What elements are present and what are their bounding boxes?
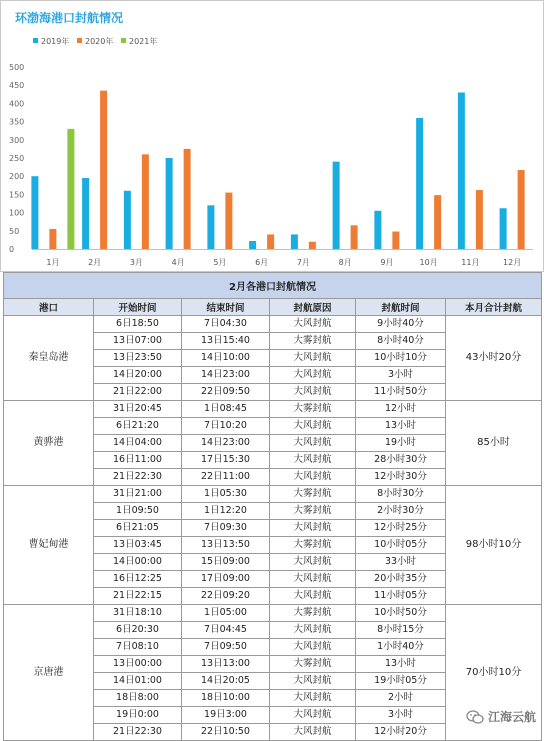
bar-2020年 (142, 154, 149, 249)
closure-duration: 9小时40分 (356, 316, 446, 333)
col-header-end: 结束时间 (182, 299, 270, 316)
legend-label: 2021年 (129, 37, 158, 46)
closure-reason: 大风封航 (270, 724, 356, 741)
start-time: 14日00:00 (94, 554, 182, 571)
wechat-icon (466, 710, 484, 724)
start-time: 6日18:50 (94, 316, 182, 333)
closure-duration: 2小时30分 (356, 503, 446, 520)
end-time: 7日09:50 (182, 639, 270, 656)
closure-duration: 13小时 (356, 418, 446, 435)
end-time: 19日3:00 (182, 707, 270, 724)
closure-reason: 大风封航 (270, 554, 356, 571)
closure-reason: 大风封航 (270, 316, 356, 333)
bar-2020年 (518, 170, 525, 249)
x-tick-label: 11月 (461, 258, 480, 267)
x-tick-label: 7月 (296, 258, 310, 267)
y-tick-label: 500 (9, 63, 25, 72)
x-tick-label: 10月 (419, 258, 438, 267)
closure-duration: 2小时 (356, 690, 446, 707)
start-time: 13日00:00 (94, 656, 182, 673)
bar-2020年 (49, 229, 56, 249)
start-time: 14日04:00 (94, 435, 182, 452)
start-time: 13日03:45 (94, 537, 182, 554)
end-time: 17日15:30 (182, 452, 270, 469)
end-time: 13日13:00 (182, 656, 270, 673)
bar-2019年 (500, 208, 507, 249)
bar-2019年 (333, 162, 340, 249)
end-time: 22日09:20 (182, 588, 270, 605)
closure-duration: 28小时30分 (356, 452, 446, 469)
closure-reason: 大风封航 (270, 571, 356, 588)
closure-reason: 大风封航 (270, 350, 356, 367)
col-header-total: 本月合计封航 (446, 299, 542, 316)
start-time: 1日09:50 (94, 503, 182, 520)
end-time: 7日10:20 (182, 418, 270, 435)
x-tick-label: 8月 (338, 258, 352, 267)
closure-duration: 13小时 (356, 656, 446, 673)
closure-reason: 大风封航 (270, 452, 356, 469)
closure-reason: 大风封航 (270, 367, 356, 384)
closure-duration: 12小时20分 (356, 724, 446, 741)
y-tick-label: 200 (9, 172, 25, 182)
start-time: 31日21:00 (94, 486, 182, 503)
closure-reason: 大雾封航 (270, 537, 356, 554)
closure-duration: 8小时30分 (356, 486, 446, 503)
start-time: 31日18:10 (94, 605, 182, 622)
bar-2019年 (166, 158, 173, 249)
closure-reason: 大雾封航 (270, 401, 356, 418)
monthly-total: 98小时10分 (446, 486, 542, 605)
start-time: 19日0:00 (94, 707, 182, 724)
watermark (466, 708, 536, 725)
end-time: 14日10:00 (182, 350, 270, 367)
port-name: 曹妃甸港 (4, 486, 94, 605)
start-time: 13日07:00 (94, 333, 182, 350)
closure-table-panel (3, 272, 541, 741)
table-row (4, 401, 542, 418)
closure-reason: 大风封航 (270, 639, 356, 656)
legend-swatch (77, 38, 82, 43)
closure-reason: 大风封航 (270, 435, 356, 452)
x-tick-label: 2月 (88, 258, 102, 267)
y-tick-label: 350 (9, 117, 25, 127)
end-time: 1日12:20 (182, 503, 270, 520)
start-time: 21日22:00 (94, 384, 182, 401)
closure-duration: 33小时 (356, 554, 446, 571)
closure-reason: 大雾封航 (270, 656, 356, 673)
col-header-port: 港口 (4, 299, 94, 316)
start-time: 21日22:30 (94, 469, 182, 486)
y-tick-label: 50 (9, 226, 20, 236)
end-time: 14日20:05 (182, 673, 270, 690)
closure-reason: 大风封航 (270, 588, 356, 605)
monthly-total: 85小时 (446, 401, 542, 486)
table-body (4, 316, 542, 741)
start-time: 16日12:25 (94, 571, 182, 588)
table-row (4, 486, 542, 503)
closure-reason: 大雾封航 (270, 333, 356, 350)
legend-swatch (33, 38, 38, 43)
closure-reason: 大风封航 (270, 673, 356, 690)
y-tick-label: 450 (9, 81, 25, 91)
end-time: 13日15:40 (182, 333, 270, 350)
monthly-total: 43小时20分 (446, 316, 542, 401)
start-time: 21日22:30 (94, 724, 182, 741)
closure-duration: 11小时50分 (356, 384, 446, 401)
x-tick-label: 5月 (213, 258, 227, 267)
start-time: 18日8:00 (94, 690, 182, 707)
monthly-total: 70小时10分 (446, 605, 542, 741)
closure-duration: 1小时40分 (356, 639, 446, 656)
start-time: 16日11:00 (94, 452, 182, 469)
bar-2019年 (31, 176, 38, 249)
bar-2019年 (207, 205, 214, 249)
end-time: 13日13:50 (182, 537, 270, 554)
bar-2019年 (291, 234, 298, 249)
start-time: 6日20:30 (94, 622, 182, 639)
closure-reason: 大风封航 (270, 384, 356, 401)
bar-2019年 (374, 211, 381, 249)
end-time: 7日04:30 (182, 316, 270, 333)
closure-duration: 12小时25分 (356, 520, 446, 537)
end-time: 22日11:00 (182, 469, 270, 486)
closure-duration: 10小时05分 (356, 537, 446, 554)
closure-duration: 8小时40分 (356, 333, 446, 350)
col-header-start: 开始时间 (94, 299, 182, 316)
col-header-reason: 封航原因 (270, 299, 356, 316)
bar-2019年 (82, 178, 89, 249)
legend-swatch (121, 38, 126, 43)
port-name: 京唐港 (4, 605, 94, 741)
y-tick-label: 0 (9, 245, 15, 254)
bar-2020年 (309, 242, 316, 249)
closure-duration: 3小时 (356, 367, 446, 384)
closure-reason: 大风封航 (270, 418, 356, 435)
bar-2020年 (434, 195, 441, 249)
port-name: 秦皇岛港 (4, 316, 94, 401)
end-time: 17日09:00 (182, 571, 270, 588)
start-time: 7日08:10 (94, 639, 182, 656)
port-name: 黄骅港 (4, 401, 94, 486)
end-time: 1日08:45 (182, 401, 270, 418)
bar-2020年 (267, 234, 274, 249)
x-tick-label: 3月 (129, 258, 143, 267)
end-time: 22日10:50 (182, 724, 270, 741)
chart-title: 环渤海港口封航情况 (15, 11, 124, 25)
bar-2020年 (100, 91, 107, 249)
end-time: 7日09:30 (182, 520, 270, 537)
closure-duration: 3小时 (356, 707, 446, 724)
x-tick-label: 12月 (503, 258, 522, 267)
closure-reason: 大风封航 (270, 690, 356, 707)
closure-reason: 大风封航 (270, 469, 356, 486)
end-time: 22日09:50 (182, 384, 270, 401)
closure-reason: 大雾封航 (270, 486, 356, 503)
end-time: 7日04:45 (182, 622, 270, 639)
start-time: 13日23:50 (94, 350, 182, 367)
bar-2019年 (416, 118, 423, 249)
bar-2020年 (351, 225, 358, 249)
table-row (4, 605, 542, 622)
closure-duration: 19小时 (356, 435, 446, 452)
start-time: 6日21:05 (94, 520, 182, 537)
end-time: 1日05:00 (182, 605, 270, 622)
start-time: 14日01:00 (94, 673, 182, 690)
x-tick-label: 6月 (255, 258, 269, 267)
closure-reason: 大风封航 (270, 622, 356, 639)
closure-duration: 10小时50分 (356, 605, 446, 622)
x-tick-label: 4月 (171, 258, 185, 267)
legend-label: 2020年 (85, 37, 114, 46)
bar-2019年 (249, 241, 256, 249)
bar-2020年 (184, 149, 191, 249)
y-tick-label: 250 (9, 154, 25, 163)
chart-panel (0, 0, 544, 272)
col-header-duration: 封航时间 (356, 299, 446, 316)
closure-duration: 12小时30分 (356, 469, 446, 486)
start-time: 6日21:20 (94, 418, 182, 435)
closure-duration: 10小时10分 (356, 350, 446, 367)
y-tick-label: 400 (9, 99, 25, 109)
y-tick-label: 150 (9, 190, 25, 200)
start-time: 31日20:45 (94, 401, 182, 418)
bar-2020年 (392, 232, 399, 249)
start-time: 14日20:00 (94, 367, 182, 384)
closure-reason: 大风封航 (270, 520, 356, 537)
table-title: 2月各港口封航情况 (4, 273, 542, 299)
watermark-text: 江海云航 (487, 710, 536, 724)
end-time: 14日23:00 (182, 367, 270, 384)
legend-label: 2019年 (41, 37, 70, 46)
closure-duration: 20小时35分 (356, 571, 446, 588)
bar-chart (1, 1, 543, 271)
closure-reason: 大雾封航 (270, 605, 356, 622)
bar-2019年 (458, 92, 465, 249)
closure-reason: 大雾封航 (270, 503, 356, 520)
table-row (4, 316, 542, 333)
closure-duration: 11小时05分 (356, 588, 446, 605)
bar-2020年 (225, 193, 232, 249)
closure-duration: 19小时05分 (356, 673, 446, 690)
bar-2021年 (67, 129, 74, 249)
closure-table (3, 272, 542, 741)
closure-reason: 大风封航 (270, 707, 356, 724)
end-time: 1日05:30 (182, 486, 270, 503)
y-tick-label: 300 (9, 135, 25, 145)
end-time: 14日23:00 (182, 435, 270, 452)
y-tick-label: 100 (9, 208, 25, 218)
bar-2019年 (124, 191, 131, 249)
start-time: 21日22:15 (94, 588, 182, 605)
end-time: 18日10:00 (182, 690, 270, 707)
end-time: 15日09:00 (182, 554, 270, 571)
closure-duration: 8小时15分 (356, 622, 446, 639)
x-tick-label: 1月 (46, 258, 60, 267)
closure-duration: 12小时 (356, 401, 446, 418)
x-tick-label: 9月 (380, 258, 394, 267)
bar-2020年 (476, 190, 483, 249)
